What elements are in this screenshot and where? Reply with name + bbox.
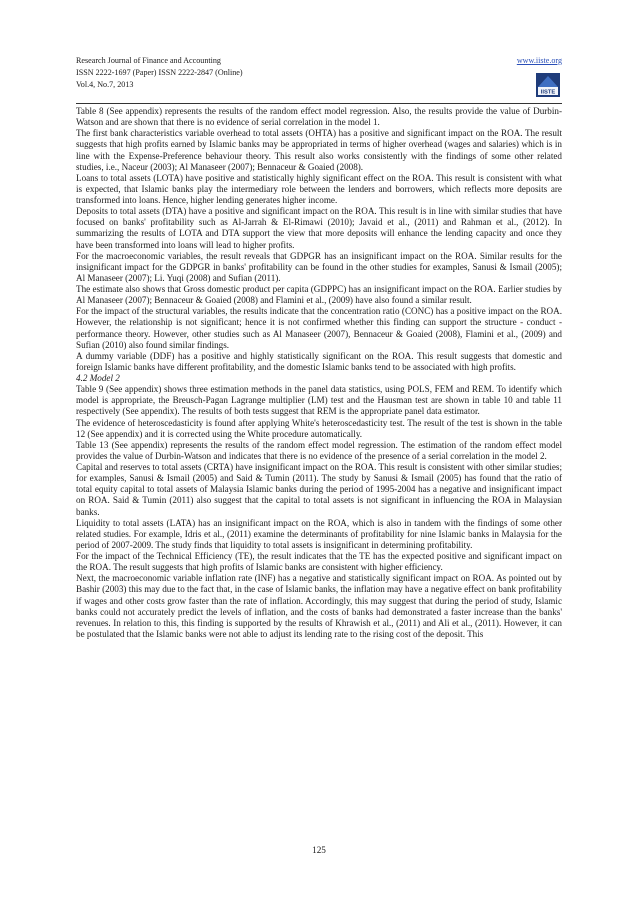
paragraph-te: For the impact of the Technical Efficiency (TE), the result indicates that the TE has the expected positive and significant impact on the ROA. The result suggests that high profits of Islamic banks are consistent with higher efficiency. (76, 551, 562, 573)
paragraph-gdpgr: For the macroeconomic variables, the result reveals that GDPGR has an insignificant impact on the ROA. Similar results for the insignificant impact for the GDPGR in banks' profitability can be found in the other studies for examples, Sanusi & Ismail (2005); Al Manaseer (2007); Li. Yuqi (2008) and Sufian (2011). (76, 250, 562, 283)
iiste-logo-icon (536, 73, 560, 97)
page-number: 125 (312, 845, 326, 855)
paragraph-table13: Table 13 (See appendix) represents the results of the random effect model regression. The estimation of the random effect model provides the value of Durbin-Watson and indicates that there is no evidence of the presence of a serial correlation in the model 2. (76, 439, 562, 461)
paragraph-conc: For the impact of the structural variables, the results indicate that the concentration ratio (CONC) has a positive impact on the ROA. However, the relationship is not significant; hence it is not confirmed whether this finding can support the structure - conduct - performance theory. However, other studies such as Al Manaseer (2007), Bennaceur & Goaied (2008), Flamini et al., (2009) and Sufian (2010) also found similar findings. (76, 306, 562, 350)
page-header (76, 55, 562, 92)
paragraph-lata: Liquidity to total assets (LATA) has an insignificant impact on the ROA, which is also in tandem with the findings of some other related studies. For example, Idris et al., (2011) examine the determinants of profitability for nine Islamic banks in Malaysia for the period of 2007-2009. The study finds that liquidity to total assets is insignificant in determining profitability. (76, 517, 562, 550)
journal-website-link[interactable]: www.iiste.org (516, 56, 562, 65)
iiste-logo (536, 73, 560, 97)
section-heading-model2: 4.2 Model 2 (76, 373, 120, 383)
issn-line: ISSN 2222-1697 (Paper) ISSN 2222-2847 (Online) (76, 68, 243, 78)
paragraph-ohta: The first bank characteristics variable overhead to total assets (OHTA) has a positive and significant impact on the ROA. The result suggests that high profits earned by Islamic banks may be appropriated in terms of higher overhead (wages and salaries) which is in line with the Expense-Preference behaviour theory. This result also works consistently with the findings of some other related studies, i.e., Naceur (2003); Al Manaseer (2007); Bennaceur & Goaied (2008). (76, 128, 562, 172)
paragraph-lota: Loans to total assets (LOTA) have positive and statistically highly significant effect on the ROA. This result is consistent with what is expected, that Islamic banks play the intermediary role between the lenders and borrowers, which reflects more deposits are transformed into loans. Hence, higher lending generates higher income. (76, 172, 562, 205)
journal-title: Research Journal of Finance and Accounting (76, 56, 221, 65)
paragraph-heteroscedasticity: The evidence of heteroscedasticity is found after applying White's heteroscedasticity test. The result of the test is shown in the table 12 (See appendix) and it is corrected using the White procedure automatically. (76, 417, 562, 439)
paragraph-table8: Table 8 (See appendix) represents the results of the random effect model regression. Also, the results provide the value of Durbin-Watson and are shown that there is no evidence of serial correlation in the model 1. (76, 106, 562, 128)
header-divider (76, 103, 562, 104)
logo-text: IISTE (540, 89, 556, 96)
paragraph-dta: Deposits to total assets (DTA) have a positive and significant impact on the ROA. This result is in line with similar studies that have focused on banks' profitability such as Al-Jarrah & El-Rimawi (2010); Javaid et al., (2011) and Rahman et al., (2012). In summarizing the results of LOTA and DTA support the view that more deposits will enhance the lending capacity and once they have been transformed into loans will lead to higher profits. (76, 206, 562, 250)
volume-line: Vol.4, No.7, 2013 (76, 80, 134, 90)
paragraph-inf: Next, the macroeconomic variable inflation rate (INF) has a negative and statistically significant impact on ROA. As pointed out by Bashir (2003) this may due to the fact that, in the case of Islamic banks, the inflation may have a negative effect on bank profitability if wages and other costs grow faster than the rate of inflation. Accordingly, this may suggest that during the period of study, Islamic banks could not accurately predict the levels of inflation, and the costs of banks had demonstrated a faster increase than the banks' revenues. In relation to this, this finding is supported by the results of Khrawish et al., (2011) and Ali et al., (2011). However, it can be postulated that the Islamic banks were not able to adjust its lending rate to the rising cost of the deposit. This (76, 573, 562, 639)
paragraph-crta: Capital and reserves to total assets (CRTA) have insignificant impact on the ROA. This result is consistent with other similar studies; for examples, Sanusi & Ismail (2005) and Said & Tumin (2011). The study by Sanusi & Ismail (2005) has found that the ratio of total equity capital to total assets of Malaysia Islamic banks during the period of 1995-2004 has a negative and insignificant impact on ROA. Said & Tumin (2011) also suggest that the capital to total assets is not significant in influencing the ROA in Malaysian banks. (76, 462, 562, 517)
paragraph-table9: Table 9 (See appendix) shows three estimation methods in the panel data statistics, using POLS, FEM and REM. To identify which model is appropriate, the Breusch-Pagan Lagrange multiplier (LM) test and the Hausman test are shown in table 10 and table 11 respectively (See appendix). The results of both tests suggest that REM is the appropriate panel data estimator. (76, 384, 562, 417)
paragraph-ddf: A dummy variable (DDF) has a positive and highly statistically significant on the ROA. This result suggests that domestic and foreign Islamic banks have different profitability, and the domestic Islamic banks tend to be associated with high profits. (76, 350, 562, 372)
article-body (76, 106, 562, 640)
paragraph-gdppc: The estimate also shows that Gross domestic product per capita (GDPPC) has an insignificant impact on the ROA. Earlier studies by Al Manaseer (2007); Bennaceur & Goaied (2008) and Flamini et al., (2009) have also found a similar result. (76, 284, 562, 306)
